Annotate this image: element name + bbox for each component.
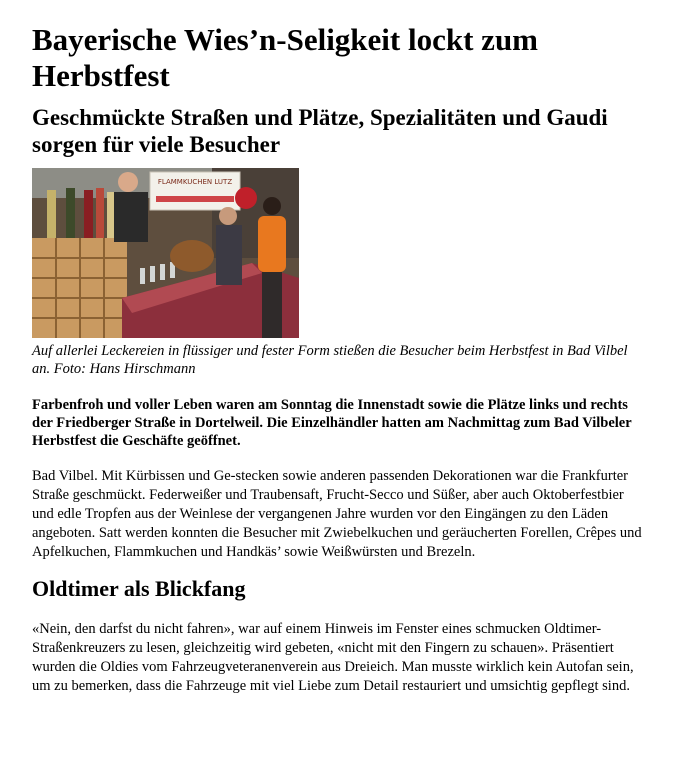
section-heading: Oldtimer als Blickfang xyxy=(32,576,246,601)
article-title: Bayerische Wies’n-Seligkeit lockt zum Herbstfest xyxy=(32,22,539,93)
article-paragraph-2: «Nein, den darfst du nicht fahren», war auf einem Hinweis im Fenster eines schmucken Oldtimer-Straßenkreuzers zu lesen, gleichzeitig wird gebeten, «nicht mit den Fingern zu schauen». Präsentiert wurden die Oldies vom Fahrzeugveteranenverein aus Dreieich. Man musste wirklich kein Autofan sein, um zu bemerken, dass die Fahrzeuge mit viel Liebe zum Detail restauriert und umsichtig gepflegt sind. xyxy=(32,621,634,694)
stall-sign: FLAMMKUCHEN LUTZ xyxy=(157,178,233,186)
article-paragraph-1: Bad Vilbel. Mit Kürbissen und Ge-stecken sowie anderen passenden Dekorationen war die Frankfurter Straße geschmückt. Federweißer und Traubensaft, Frucht-Secco und Süßer, aber auch Oktoberfestbier und edle Tropfen aus der Weinlese der vergangenen Jahre wurden vor den Eingängen zu den Läden angeboten. Satt werden konnten die Besucher mit Zwiebelkuchen und geräucherten Forellen, Crêpes und Apfelkuchen, Flammkuchen und Handkäs’ sowie Weißwürsten und Brezeln. xyxy=(32,468,642,560)
market-stall-photo xyxy=(32,168,299,338)
photo-caption: Auf allerlei Leckereien in flüssiger und fester Form stießen die Besucher beim Herbstfest in Bad Vilbel an. Foto: Hans Hirschmann xyxy=(32,343,628,377)
article-lead: Farbenfroh und voller Leben waren am Sonntag die Innenstadt sowie die Plätze links und rechts der Friedberger Straße in Dortelweil. Die Einzelhändler hatten am Nachmittag zum Bad Vilbeler Herbstfest die Geschäfte geöffnet. xyxy=(32,397,632,449)
article xyxy=(32,22,647,696)
article-photo xyxy=(32,168,299,338)
article-subtitle: Geschmückte Straßen und Plätze, Spezialitäten und Gaudi sorgen für viele Besucher xyxy=(32,105,608,157)
